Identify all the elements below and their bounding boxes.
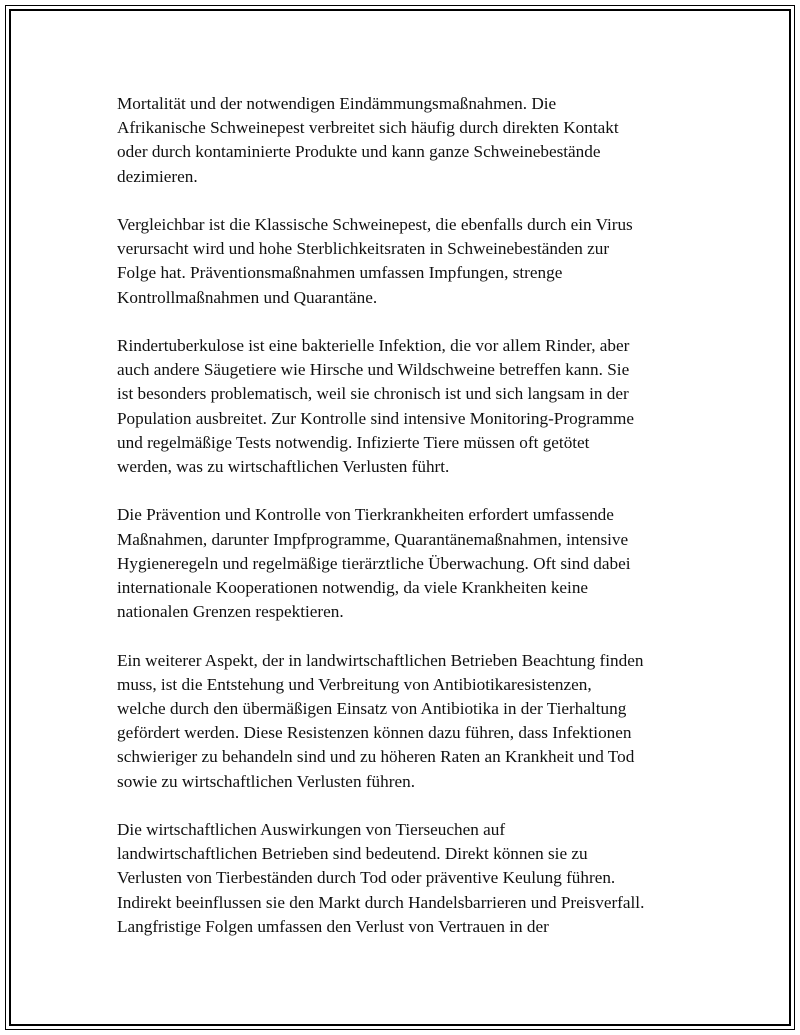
paragraph xyxy=(117,334,697,479)
text-line: Die Prävention und Kontrolle von Tierkrankheiten erfordert umfassende xyxy=(117,505,614,525)
document-page xyxy=(5,5,795,1030)
text-line: Verlusten von Tierbeständen durch Tod oder präventive Keulung führen. xyxy=(117,868,616,888)
text-line: Mortalität und der notwendigen Eindämmungsmaßnahmen. Die xyxy=(117,94,557,113)
text-line: oder durch kontaminierte Produkte und kann ganze Schweinebestände xyxy=(117,142,601,162)
text-line: ist besonders problematisch, weil sie chronisch ist und sich langsam in der xyxy=(117,384,629,404)
text-line: Hygieneregeln und regelmäßige tierärztliche Überwachung. Oft sind dabei xyxy=(117,553,631,573)
text-line: Folge hat. Präventionsmaßnahmen umfassen Impfungen, strenge xyxy=(117,263,563,283)
text-line: landwirtschaftlichen Betrieben sind bedeutend. Direkt können sie zu xyxy=(117,844,588,864)
paragraph xyxy=(117,649,697,794)
text-line: Die wirtschaftlichen Auswirkungen von Tierseuchen auf xyxy=(117,820,506,840)
paragraph xyxy=(117,818,697,939)
text-line: Maßnahmen, darunter Impfprogramme, Quarantänemaßnahmen, intensive xyxy=(117,529,629,549)
text-line: schwieriger zu behandeln sind und zu höheren Raten an Krankheit und Tod xyxy=(117,747,635,767)
paragraph xyxy=(117,503,697,624)
paragraph xyxy=(117,213,697,310)
text-line: Langfristige Folgen umfassen den Verlust von Vertrauen in der xyxy=(117,916,549,936)
text-line: Rindertuberkulose ist eine bakterielle Infektion, die vor allem Rinder, aber xyxy=(117,336,630,355)
document-body xyxy=(117,92,697,963)
paragraph xyxy=(117,92,697,189)
text-line: sowie zu wirtschaftlichen Verlusten führen. xyxy=(117,771,415,791)
text-line: internationale Kooperationen notwendig, da viele Krankheiten keine xyxy=(117,578,589,598)
text-line: verursacht wird und hohe Sterblichkeitsraten in Schweinebeständen zur xyxy=(117,239,610,259)
text-line: und regelmäßige Tests notwendig. Infizierte Tiere müssen oft getötet xyxy=(117,432,590,452)
text-line: Vergleichbar ist die Klassische Schweinepest, die ebenfalls durch ein Virus xyxy=(117,215,633,234)
text-line: Afrikanische Schweinepest verbreitet sich häufig durch direkten Kontakt xyxy=(117,118,619,138)
text-line: dezimieren. xyxy=(117,166,198,186)
text-line: auch andere Säugetiere wie Hirsche und Wildschweine betreffen kann. Sie xyxy=(117,360,630,380)
text-line: muss, ist die Entstehung und Verbreitung von Antibiotikaresistenzen, xyxy=(117,674,592,694)
text-line: Kontrollmaßnahmen und Quarantäne. xyxy=(117,287,378,307)
text-line: nationalen Grenzen respektieren. xyxy=(117,602,344,622)
text-line: gefördert werden. Diese Resistenzen können dazu führen, dass Infektionen xyxy=(117,723,632,743)
text-line: Population ausbreitet. Zur Kontrolle sind intensive Monitoring-Programme xyxy=(117,408,634,428)
text-line: werden, was zu wirtschaftlichen Verlusten führt. xyxy=(117,457,450,477)
text-line: welche durch den übermäßigen Einsatz von Antibiotika in der Tierhaltung xyxy=(117,699,627,719)
text-line: Ein weiterer Aspekt, der in landwirtschaftlichen Betrieben Beachtung finden xyxy=(117,650,644,670)
text-line: Indirekt beeinflussen sie den Markt durch Handelsbarrieren und Preisverfall. xyxy=(117,892,645,912)
